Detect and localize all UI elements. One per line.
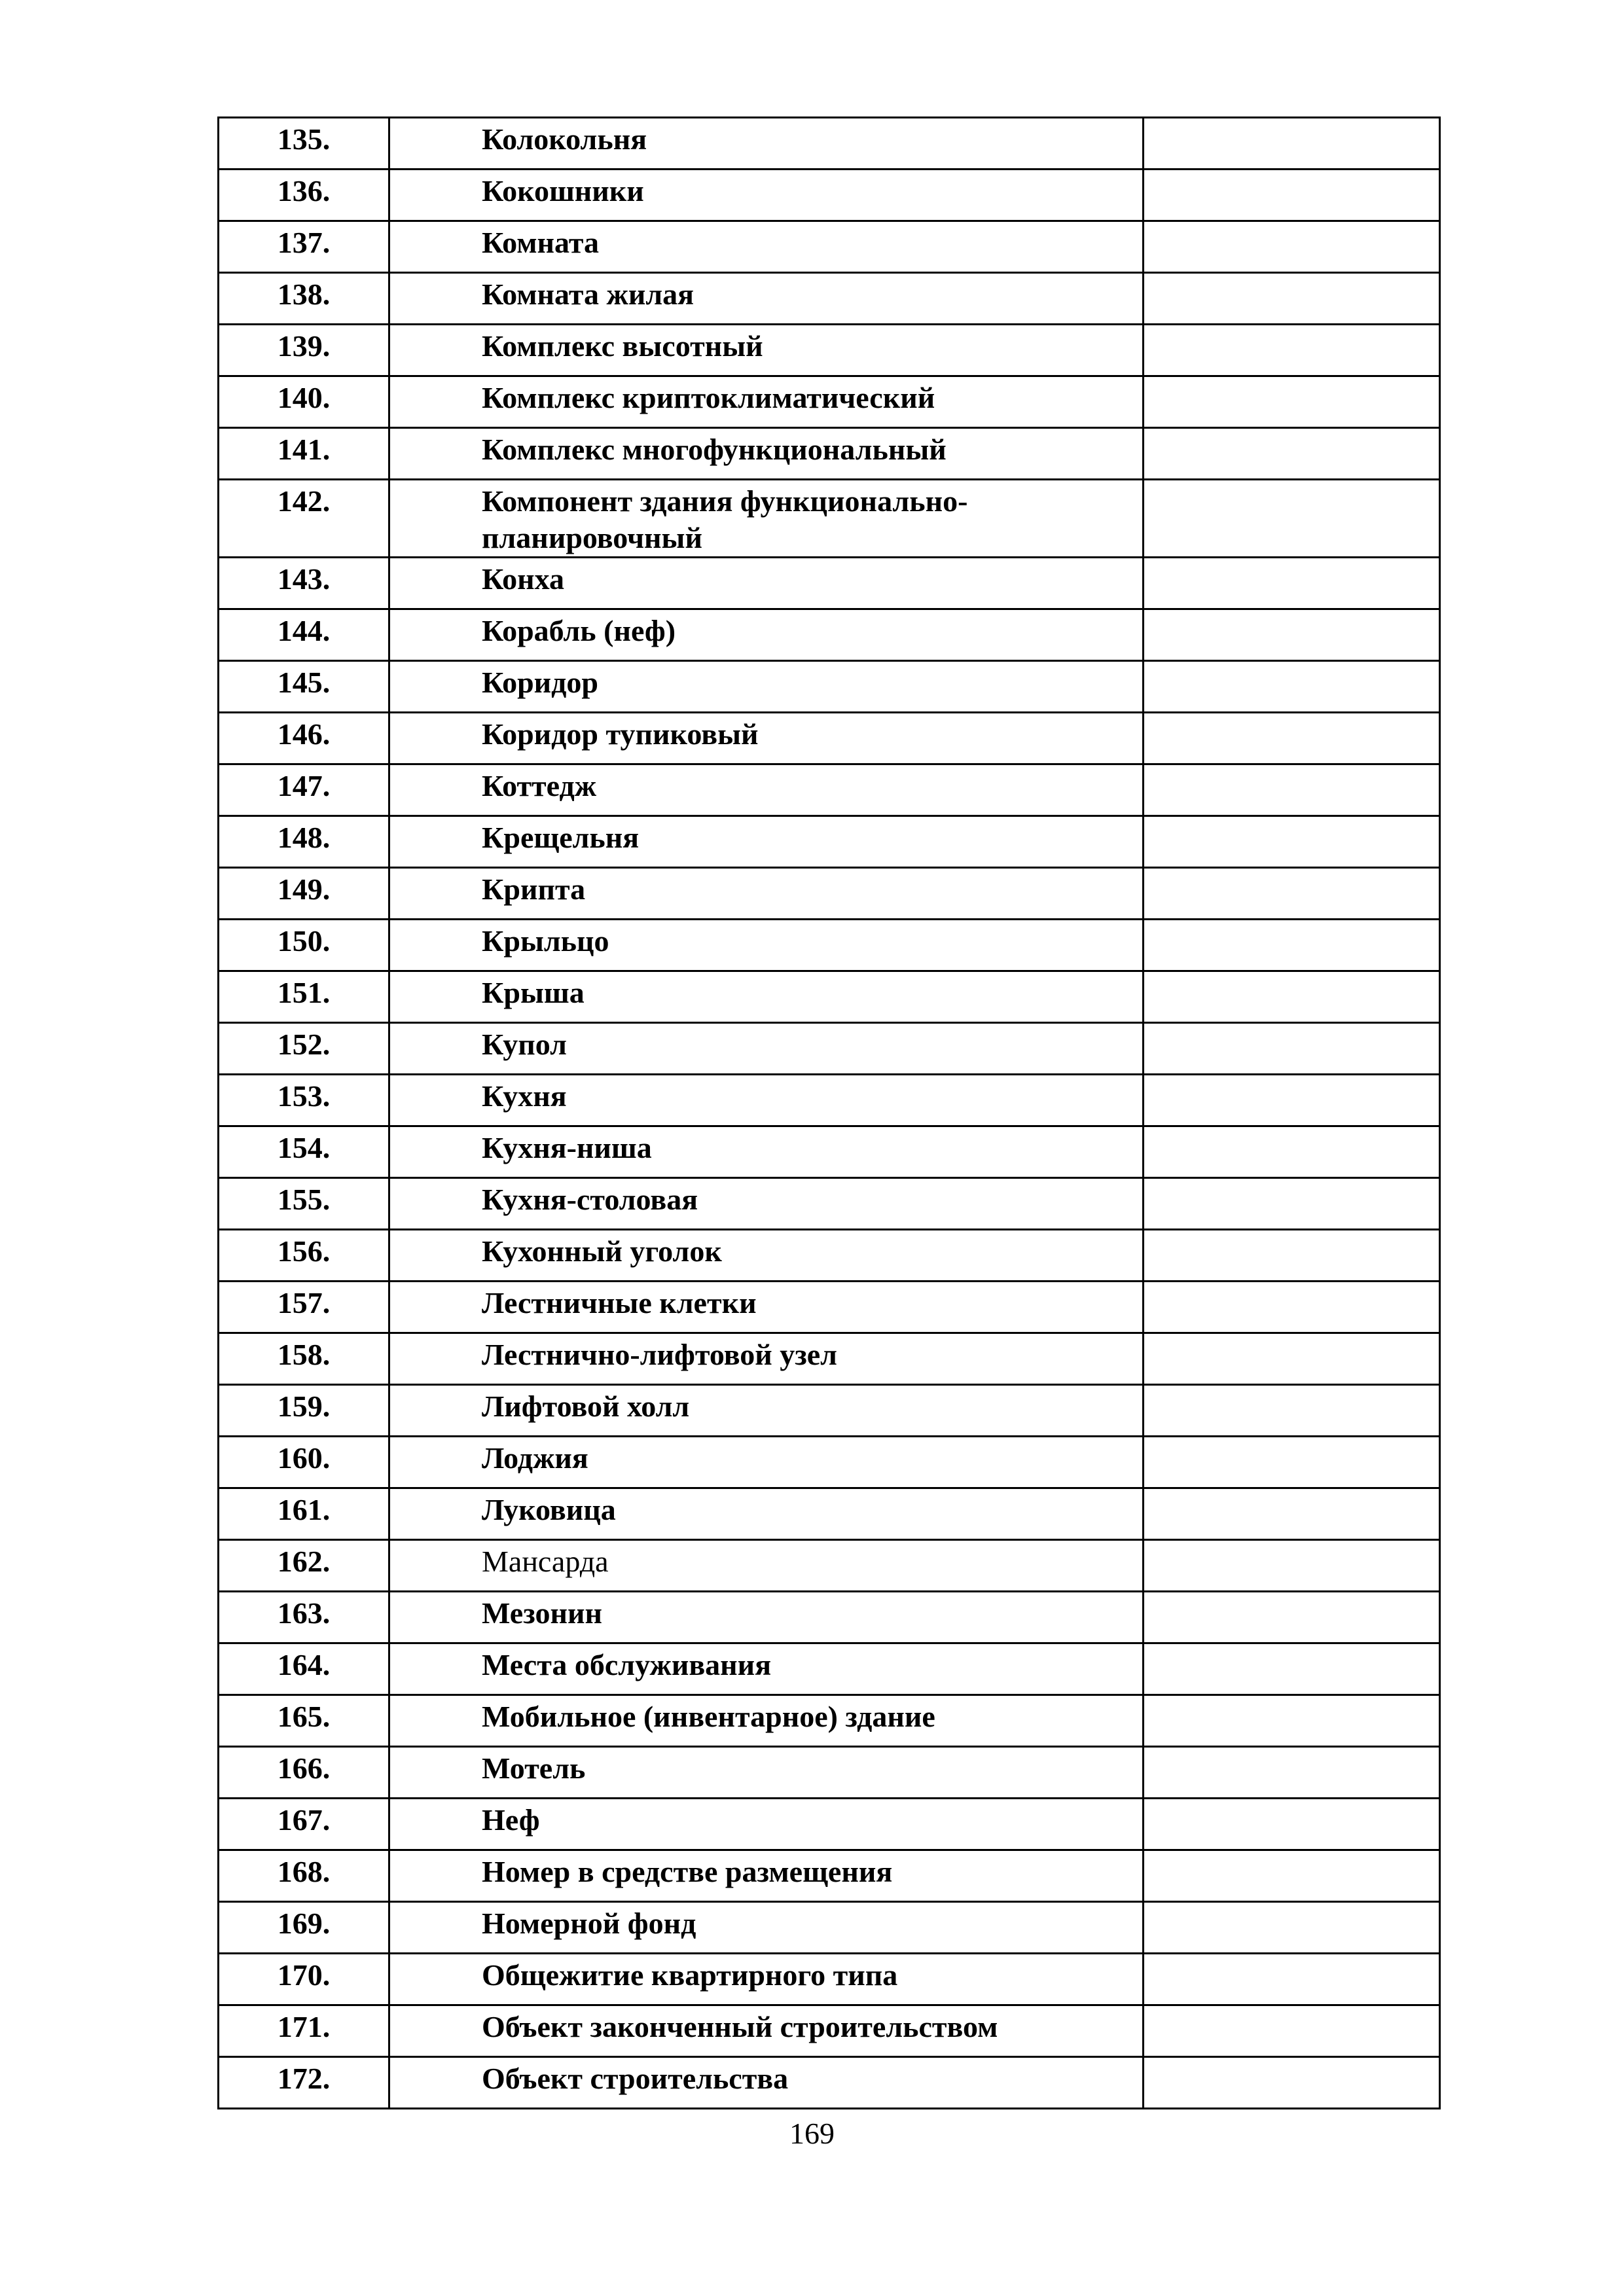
- row-term: Лифтовой холл: [389, 1385, 1144, 1437]
- row-empty-cell: [1144, 1799, 1440, 1850]
- row-term: Кухонный уголок: [389, 1230, 1144, 1282]
- row-number: 167.: [219, 1799, 389, 1850]
- row-number: 163.: [219, 1592, 389, 1643]
- row-number: 136.: [219, 170, 389, 221]
- row-empty-cell: [1144, 480, 1440, 558]
- row-term: Крещельня: [389, 816, 1144, 868]
- row-number: 165.: [219, 1695, 389, 1747]
- row-term: Объект строительства: [389, 2057, 1144, 2109]
- row-number: 150.: [219, 920, 389, 971]
- row-term: Места обслуживания: [389, 1643, 1144, 1695]
- table-row: [219, 1643, 1440, 1695]
- table-row: [219, 1954, 1440, 2005]
- row-empty-cell: [1144, 1747, 1440, 1799]
- row-empty-cell: [1144, 1643, 1440, 1695]
- page-number: 169: [789, 2117, 835, 2150]
- row-term: Луковица: [389, 1488, 1144, 1540]
- row-empty-cell: [1144, 1437, 1440, 1488]
- row-number: 135.: [219, 118, 389, 170]
- row-number: 152.: [219, 1023, 389, 1075]
- row-number: 169.: [219, 1902, 389, 1954]
- row-empty-cell: [1144, 558, 1440, 609]
- row-number: 154.: [219, 1126, 389, 1178]
- table-row: [219, 868, 1440, 920]
- row-number: 144.: [219, 609, 389, 661]
- table-row: [219, 1126, 1440, 1178]
- row-empty-cell: [1144, 1230, 1440, 1282]
- row-empty-cell: [1144, 713, 1440, 764]
- table-row: [219, 1488, 1440, 1540]
- row-empty-cell: [1144, 221, 1440, 273]
- row-number: 151.: [219, 971, 389, 1023]
- row-empty-cell: [1144, 1333, 1440, 1385]
- row-term: Лестнично-лифтовой узел: [389, 1333, 1144, 1385]
- row-empty-cell: [1144, 920, 1440, 971]
- table-row: [219, 273, 1440, 325]
- row-number: 143.: [219, 558, 389, 609]
- row-empty-cell: [1144, 2005, 1440, 2057]
- terms-table: [217, 117, 1441, 2109]
- row-term: Кокошники: [389, 170, 1144, 221]
- row-empty-cell: [1144, 609, 1440, 661]
- row-term: Номер в средстве размещения: [389, 1850, 1144, 1902]
- row-term: Кухня-столовая: [389, 1178, 1144, 1230]
- row-number: 145.: [219, 661, 389, 713]
- row-number: 142.: [219, 480, 389, 558]
- row-number: 164.: [219, 1643, 389, 1695]
- table-row: [219, 713, 1440, 764]
- row-number: 148.: [219, 816, 389, 868]
- row-term: Конха: [389, 558, 1144, 609]
- row-empty-cell: [1144, 1023, 1440, 1075]
- table-row: [219, 428, 1440, 480]
- row-number: 155.: [219, 1178, 389, 1230]
- row-term: Комплекс высотный: [389, 325, 1144, 376]
- row-number: 168.: [219, 1850, 389, 1902]
- table-row: [219, 1075, 1440, 1126]
- row-number: 153.: [219, 1075, 389, 1126]
- row-term: Крипта: [389, 868, 1144, 920]
- row-number: 138.: [219, 273, 389, 325]
- table-row: [219, 816, 1440, 868]
- row-empty-cell: [1144, 1075, 1440, 1126]
- row-term: Компонент здания функционально-планировочный: [389, 480, 1144, 558]
- table-row: [219, 2057, 1440, 2109]
- row-empty-cell: [1144, 273, 1440, 325]
- row-term: Коттедж: [389, 764, 1144, 816]
- row-empty-cell: [1144, 1902, 1440, 1954]
- table-row: [219, 1178, 1440, 1230]
- table-row: [219, 2005, 1440, 2057]
- row-number: 162.: [219, 1540, 389, 1592]
- row-term: Кухня-ниша: [389, 1126, 1144, 1178]
- row-number: 160.: [219, 1437, 389, 1488]
- row-number: 156.: [219, 1230, 389, 1282]
- row-term: Лоджия: [389, 1437, 1144, 1488]
- row-empty-cell: [1144, 325, 1440, 376]
- table-row: [219, 1540, 1440, 1592]
- row-empty-cell: [1144, 1695, 1440, 1747]
- row-empty-cell: [1144, 764, 1440, 816]
- row-empty-cell: [1144, 661, 1440, 713]
- row-term: Колокольня: [389, 118, 1144, 170]
- row-empty-cell: [1144, 1850, 1440, 1902]
- table-row: [219, 376, 1440, 428]
- row-number: 147.: [219, 764, 389, 816]
- row-term: Объект законченный строительством: [389, 2005, 1144, 2057]
- row-empty-cell: [1144, 1488, 1440, 1540]
- row-term: Общежитие квартирного типа: [389, 1954, 1144, 2005]
- table-row: [219, 221, 1440, 273]
- row-empty-cell: [1144, 2057, 1440, 2109]
- row-term: Мезонин: [389, 1592, 1144, 1643]
- table-row: [219, 609, 1440, 661]
- table-row: [219, 558, 1440, 609]
- row-term: Мотель: [389, 1747, 1144, 1799]
- table-row: [219, 1333, 1440, 1385]
- table-row: [219, 1385, 1440, 1437]
- table-row: [219, 480, 1440, 558]
- row-empty-cell: [1144, 1540, 1440, 1592]
- row-number: 140.: [219, 376, 389, 428]
- row-number: 171.: [219, 2005, 389, 2057]
- table-row: [219, 1747, 1440, 1799]
- row-number: 137.: [219, 221, 389, 273]
- table-row: [219, 1799, 1440, 1850]
- table-row: [219, 1902, 1440, 1954]
- row-term: Крыльцо: [389, 920, 1144, 971]
- row-number: 139.: [219, 325, 389, 376]
- row-empty-cell: [1144, 1178, 1440, 1230]
- row-empty-cell: [1144, 868, 1440, 920]
- row-empty-cell: [1144, 1954, 1440, 2005]
- row-term: Крыша: [389, 971, 1144, 1023]
- row-number: 141.: [219, 428, 389, 480]
- row-empty-cell: [1144, 971, 1440, 1023]
- row-number: 172.: [219, 2057, 389, 2109]
- row-number: 149.: [219, 868, 389, 920]
- row-number: 146.: [219, 713, 389, 764]
- row-term: Купол: [389, 1023, 1144, 1075]
- row-number: 161.: [219, 1488, 389, 1540]
- table-row: [219, 170, 1440, 221]
- row-number: 159.: [219, 1385, 389, 1437]
- row-term: Комплекс многофункциональный: [389, 428, 1144, 480]
- row-empty-cell: [1144, 816, 1440, 868]
- terms-table-body: [219, 118, 1440, 2109]
- row-term: Мобильное (инвентарное) здание: [389, 1695, 1144, 1747]
- table-row: [219, 1023, 1440, 1075]
- row-term: Кухня: [389, 1075, 1144, 1126]
- table-row: [219, 764, 1440, 816]
- table-row: [219, 1230, 1440, 1282]
- table-row: [219, 1695, 1440, 1747]
- row-term: Неф: [389, 1799, 1144, 1850]
- row-empty-cell: [1144, 1282, 1440, 1333]
- row-number: 170.: [219, 1954, 389, 2005]
- row-empty-cell: [1144, 118, 1440, 170]
- table-row: [219, 1850, 1440, 1902]
- row-term: Комната жилая: [389, 273, 1144, 325]
- table-row: [219, 1437, 1440, 1488]
- row-term: Лестничные клетки: [389, 1282, 1144, 1333]
- row-empty-cell: [1144, 170, 1440, 221]
- row-empty-cell: [1144, 428, 1440, 480]
- row-term: Номерной фонд: [389, 1902, 1144, 1954]
- row-term: Коридор: [389, 661, 1144, 713]
- row-empty-cell: [1144, 1592, 1440, 1643]
- table-row: [219, 1592, 1440, 1643]
- row-number: 158.: [219, 1333, 389, 1385]
- row-empty-cell: [1144, 1385, 1440, 1437]
- table-row: [219, 661, 1440, 713]
- table-row: [219, 118, 1440, 170]
- row-empty-cell: [1144, 1126, 1440, 1178]
- row-number: 157.: [219, 1282, 389, 1333]
- row-term: Мансарда: [389, 1540, 1144, 1592]
- row-number: 166.: [219, 1747, 389, 1799]
- row-term: Комната: [389, 221, 1144, 273]
- table-row: [219, 920, 1440, 971]
- table-row: [219, 1282, 1440, 1333]
- table-row: [219, 325, 1440, 376]
- row-term: Коридор тупиковый: [389, 713, 1144, 764]
- row-term: Корабль (неф): [389, 609, 1144, 661]
- row-term: Комплекс криптоклиматический: [389, 376, 1144, 428]
- row-empty-cell: [1144, 376, 1440, 428]
- table-row: [219, 971, 1440, 1023]
